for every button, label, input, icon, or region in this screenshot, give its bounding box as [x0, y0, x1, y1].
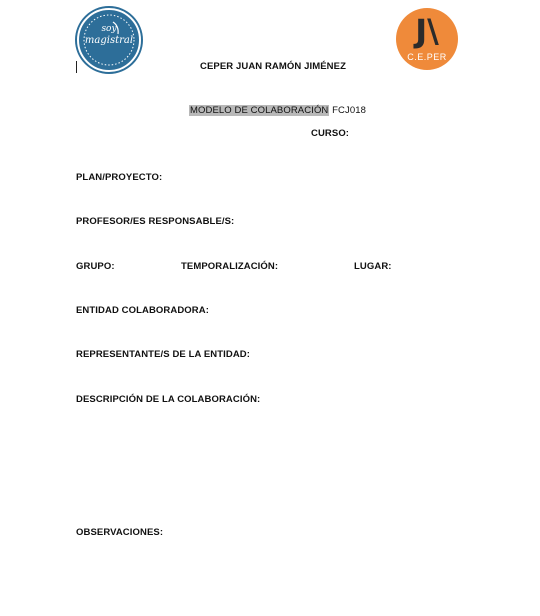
- descripcion-label: DESCRIPCIÓN DE LA COLABORACIÓN:: [76, 394, 261, 405]
- entidad-label: ENTIDAD COLABORADORA:: [76, 305, 209, 316]
- school-name: CEPER JUAN RAMÓN JIMÉNEZ: [200, 61, 346, 72]
- curso-label: CURSO:: [311, 128, 350, 139]
- temporalizacion-label: TEMPORALIZACIÓN:: [181, 261, 279, 272]
- plan-label: PLAN/PROYECTO:: [76, 172, 163, 183]
- observaciones-label: OBSERVACIONES:: [76, 527, 164, 538]
- lugar-label: LUGAR:: [354, 261, 392, 272]
- model-title-row: [189, 105, 366, 116]
- logo-right-mark: J\: [415, 12, 439, 50]
- logo-left-text-1: soy: [101, 24, 117, 34]
- text-cursor: [76, 61, 77, 73]
- soy-magistral-logo: [77, 8, 141, 72]
- profesor-label: PROFESOR/ES RESPONSABLE/S:: [76, 216, 235, 227]
- model-code: FCJ018: [332, 105, 367, 116]
- representante-label: REPRESENTANTE/S DE LA ENTIDAD:: [76, 349, 251, 360]
- model-title: MODELO DE COLABORACIÓN: [190, 105, 329, 116]
- grupo-label: GRUPO:: [76, 261, 115, 272]
- logo-left-text-2: magistral: [84, 35, 134, 46]
- logo-right-sub: C.E.PER: [407, 52, 447, 62]
- ceper-logo: [396, 8, 458, 70]
